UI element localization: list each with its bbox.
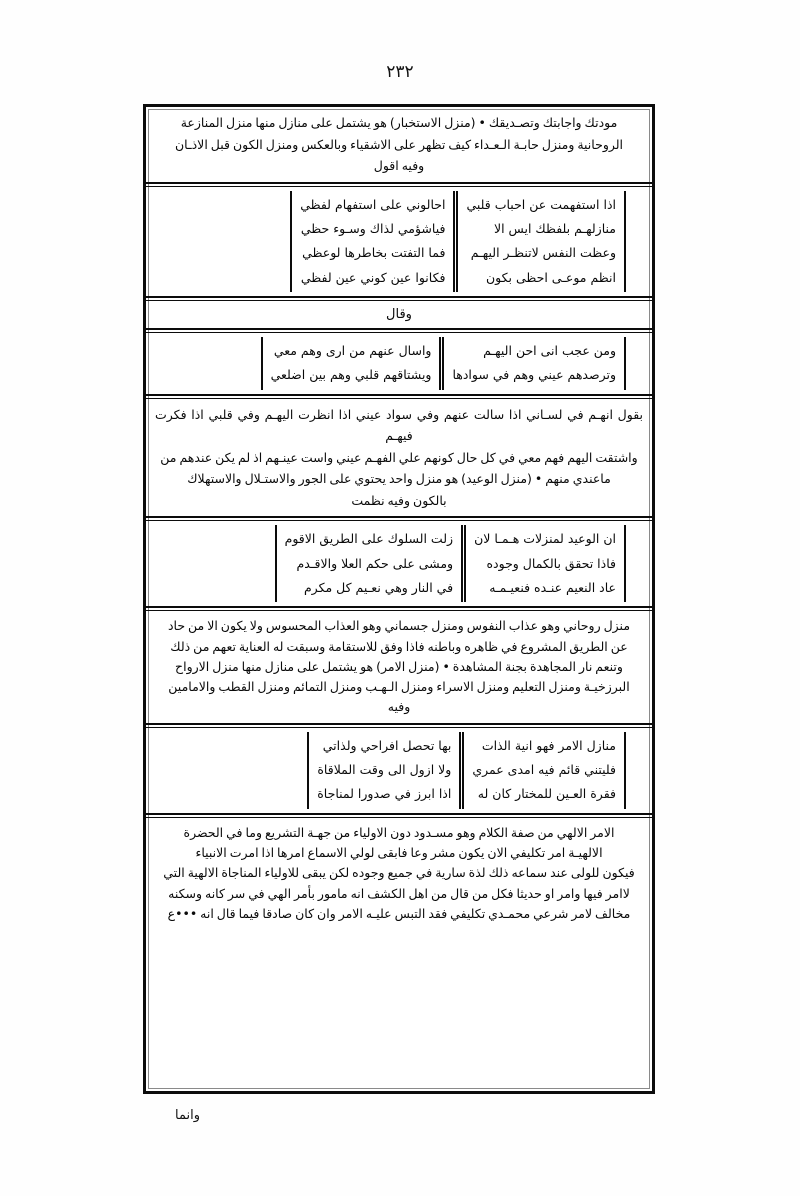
prose-istikhbar [146, 107, 652, 182]
prose-tail: وفيه اقول [373, 158, 425, 173]
verse-margin-left [146, 732, 307, 809]
hemistich: عاد النعيم عنـده فنعيـمـه [489, 580, 616, 595]
verse-block-4 [146, 728, 652, 813]
hemistich: فاذا تحقق بالكمال وجوده [486, 555, 616, 571]
verse-column-right [444, 337, 624, 390]
prose-final [146, 818, 652, 929]
prose-line: الروحانية ومنزل حابـة الـعـداء كيف تظهر على الاشقياء وبالعكس ومنزل الكون قبل الاذـان [174, 136, 624, 152]
verse-rule-outer-left [275, 525, 277, 602]
prose-line: مودتك واجابتك وتصـديقك ‏•‏ (منزل الاستخبار) هو يشتمل على منازل منها منزل المنازعة [180, 115, 618, 130]
verse-block-1 [146, 187, 652, 297]
prose-line: واشتقت اليهم فهم معي في كل حال كونهم علي الفهـم عيني واست عينـهم اذ لم يكن عندهم من [160, 449, 638, 465]
prose-line: لاامر فيها وامر او حديثا فكل من قال من اهل الكشف انه مامور بأمر الهي في سر كانه وسكنه [168, 885, 630, 901]
verse-rule-outer-left [261, 337, 263, 390]
text-frame [143, 104, 655, 1094]
verse-column-left [309, 732, 459, 809]
verse-rule-outer-right [624, 525, 626, 602]
prose-tail: وفيه [387, 699, 411, 715]
hemistich: ومشى على حكم العلا والاقـدم [296, 555, 454, 571]
verse-block-3 [146, 521, 652, 606]
verse-rule-center [459, 732, 464, 809]
hemistich: ولا ازول الى وقت الملاقاة [317, 762, 452, 777]
hemistich: منازلهـم بلفظك ايس الا [493, 220, 616, 236]
prose-wa-id [146, 399, 652, 517]
hemistich: منازل الامر فهو انية الذات [481, 737, 616, 753]
hemistich: ويشتاقهم قلبي وهم بين اضلعي [270, 367, 432, 383]
catchword: وانما [175, 1108, 200, 1123]
hemistich: بها تحصل افراحي ولذاتي [322, 737, 452, 753]
verse-margin-left [146, 525, 275, 602]
prose-amr [146, 611, 652, 722]
prose-line: عن الطريق المشروع في ظاهره وباطنه فاذا وفق للاستقامة وسبقت له العناية تعهم من ذلك [170, 638, 628, 654]
prose-line: بقول انهـم في لسـاني اذا سالت عنهم وفي سواد عيني اذا انظرت اليهـم وفي قلبي اذا فكرت فيهـم [155, 406, 643, 444]
verse-column-left [263, 337, 440, 390]
page-number: ٢٣٢ [386, 62, 414, 82]
verse-column-left [277, 525, 461, 602]
verse-rule-center [453, 191, 458, 293]
verse-rule-outer-right [624, 732, 626, 809]
verse-rule-outer-left [290, 191, 292, 293]
verse-block-2 [146, 333, 652, 394]
prose-line: مخالف لامر شرعي محمـدي تكليفي فقد التبس عليـه الامر وان كان صادقا فيما قال انه ‏•••‏ع [167, 905, 631, 921]
hemistich: في النار وهي نعـيم كل مكرم [303, 580, 454, 595]
verse-margin-left [146, 337, 261, 390]
hemistich: فما التفتت بخاطرها لوعظي [302, 245, 446, 261]
verse-rule-outer-left [307, 732, 309, 809]
prose-line: البرزخيـة ومنزل التعليم ومنزل الاسراء ومنزل الـهـب ومنزل التمائم ومنزل القطب والامامين [168, 679, 630, 695]
verse-column-right [466, 525, 624, 602]
prose-line: ماعندي منهم ‏•‏ (منزل الوعيد) هو منزل واحد يحتوي على الجور والاستـلال والاستهلاك [187, 471, 611, 487]
hemistich: اذا ابرز في صدورا لمناجاة [317, 786, 452, 802]
prose-line: فيكون للولى عند سماعه ذلك لذة سارية في جميع وجوده لكن يبقى للاولياء المناجاة الالهية التي [163, 865, 635, 881]
verse-rule-center [439, 337, 444, 390]
hemistich: فكانوا عين كوني عين لفظي [300, 269, 446, 285]
hemistich: وعظت النفس لاتنظـر اليهـم [470, 245, 616, 261]
verse-rule-center [461, 525, 466, 602]
hemistich: فقرة العـين للمختار كان له [477, 786, 616, 802]
hemistich: انظم موعـى احظى بكون [485, 269, 616, 285]
verse-margin-right [626, 732, 652, 809]
prose-line: الامر الالهي من صفة الكلام وهو مسـدود دون الاولياء من جهـة التشريع وما في الحضرة [183, 824, 615, 840]
prose-line: منزل روحاني وهو عذاب النفوس ومنزل جسماني وهو العذاب المحسوس ولا يكون الا من حاد [167, 618, 631, 634]
hemistich: وترصدهم عيني وهم في سوادها [452, 367, 616, 383]
verse-column-right [464, 732, 624, 809]
verse-rule-outer-right [624, 191, 626, 293]
prose-line: الالهيـة امر تكليفي الان يكون مشر وعا فابقى لولي الاسماع امرها اذا امرت الانبياء [195, 845, 603, 860]
section-head-waqala: وقال [386, 307, 412, 322]
verse-column-left [292, 191, 453, 293]
hemistich: اذا استفهمت عن احباب قلبي [466, 196, 616, 212]
prose-tail: بالكون وفيه نظمت [351, 492, 447, 508]
hemistich: فياشؤمي لذاك وسـوء حظي [300, 220, 446, 236]
hemistich: فليتني قائم فيه امدى عمري [472, 762, 616, 777]
hemistich: ومن عجب انى احن اليهـم [483, 343, 616, 358]
verse-margin-right [626, 191, 652, 293]
hemistich: زلت السلوك على الطريق الاقوم [284, 531, 454, 547]
hemistich: واسال عنهم من ارى وهم معي [273, 343, 432, 358]
hemistich: احالوني على استفهام لفظي [300, 196, 446, 212]
hemistich: ان الوعيد لمنزلات هـمـا لان [474, 531, 616, 547]
frame-inner [146, 107, 652, 1091]
verse-margin-left [146, 191, 290, 293]
verse-margin-right [626, 525, 652, 602]
prose-line: وتنعم نار المجاهدة بجنة المشاهدة ‏•‏ (منزل الامر) هو يشتمل على منازل منها منزل الارواح [175, 658, 623, 674]
verse-margin-right [626, 337, 652, 390]
verse-rule-outer-right [624, 337, 626, 390]
verse-column-right [458, 191, 624, 293]
